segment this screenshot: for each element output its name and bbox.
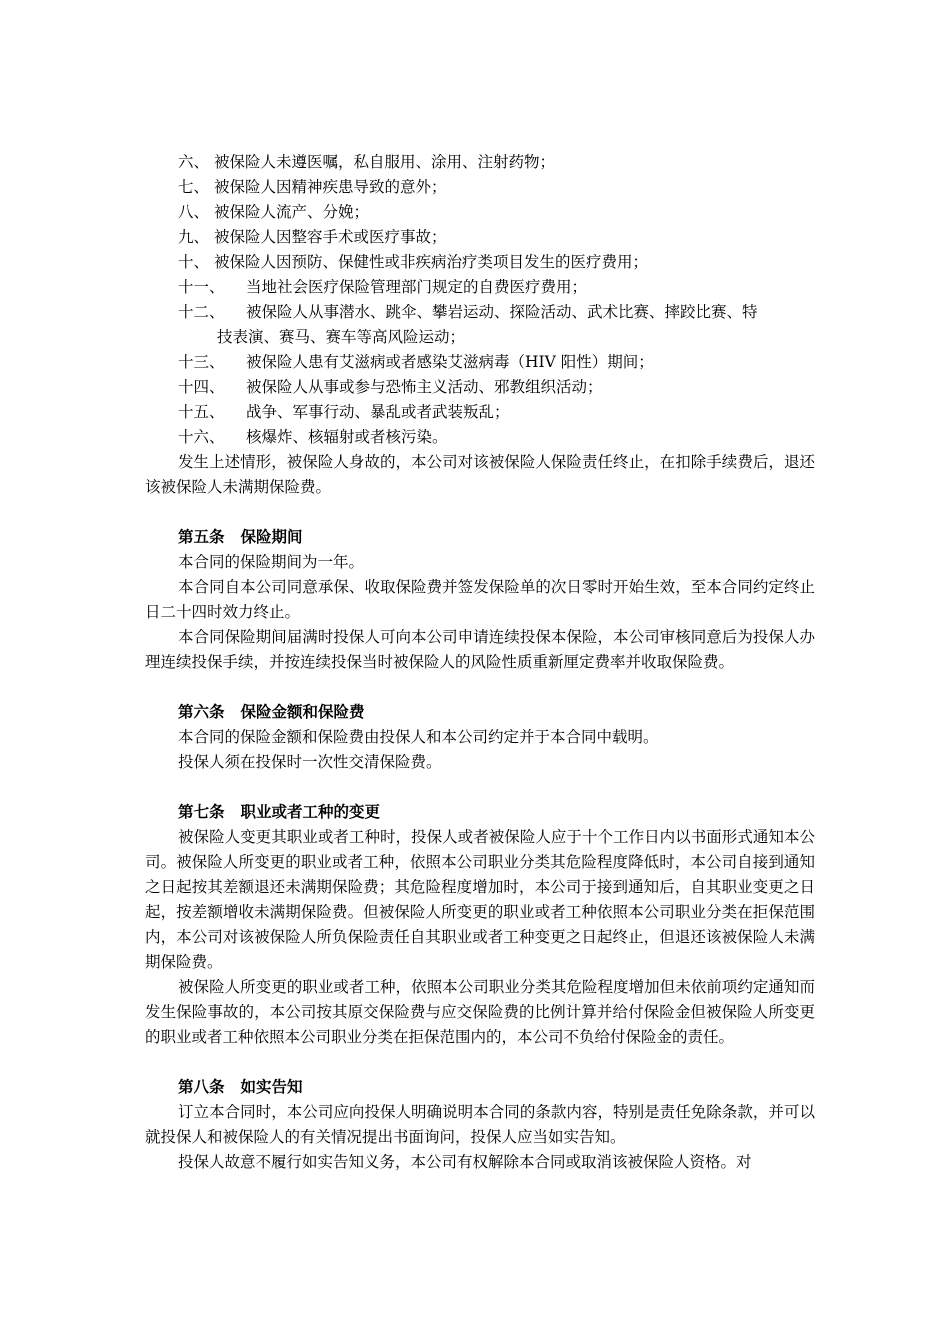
- exclusion-number: 十四、: [178, 378, 225, 396]
- exclusion-number: 七、: [178, 178, 210, 196]
- exclusion-number: 十五、: [178, 403, 225, 421]
- exclusion-number: 十六、: [178, 428, 225, 446]
- exclusion-item: [145, 150, 815, 175]
- article-title: 保险期间: [240, 528, 303, 546]
- exclusion-item: [145, 200, 815, 225]
- article-heading-5: [145, 525, 815, 550]
- article-title: 如实告知: [240, 1078, 303, 1096]
- article-title: 保险金额和保险费: [240, 703, 365, 721]
- article-number: 第五条: [178, 528, 225, 546]
- article-number: 第七条: [178, 803, 225, 821]
- article-heading-7: [145, 800, 815, 825]
- exclusion-text: 当地社会医疗保险管理部门规定的自费医疗费用；: [246, 278, 588, 296]
- exclusion-note: 发生上述情形，被保险人身故的，本公司对该被保险人保险责任终止，在扣除手续费后，退还该被保险人未满期保险费。: [145, 453, 815, 496]
- exclusion-number: 十、: [178, 253, 210, 271]
- exclusion-number: 十三、: [178, 353, 225, 371]
- exclusion-item: [145, 375, 815, 400]
- exclusion-number: 十二、: [178, 303, 225, 321]
- article-paragraph: 本合同的保险金额和保险费由投保人和本公司约定并于本合同中载明。: [178, 728, 659, 746]
- article-paragraph: 投保人须在投保时一次性交清保险费。: [178, 753, 442, 771]
- article-paragraph: 本合同自本公司同意承保、收取保险费并签发保险单的次日零时开始生效，至本合同约定终止日二十四时效力终止。: [145, 578, 815, 621]
- exclusion-text: 战争、军事行动、暴乱或者武装叛乱；: [246, 403, 510, 421]
- exclusion-text: 核爆炸、核辐射或者核污染。: [246, 428, 448, 446]
- article-heading-6: [145, 700, 815, 725]
- article-paragraph: 投保人故意不履行如实告知义务，本公司有权解除本合同或取消该被保险人资格。对: [178, 1153, 752, 1171]
- article-paragraph: 订立本合同时，本公司应向投保人明确说明本合同的条款内容，特别是责任免除条款，并可以就投保人和被保险人的有关情况提出书面询问，投保人应当如实告知。: [145, 1103, 815, 1146]
- exclusion-item: [145, 400, 815, 425]
- exclusion-number: 十一、: [178, 278, 225, 296]
- exclusion-text: 被保险人未遵医嘱，私自服用、涂用、注射药物；: [214, 153, 556, 171]
- exclusion-item: [145, 250, 815, 275]
- exclusion-item: [145, 275, 815, 300]
- exclusion-text: 被保险人流产、分娩；: [214, 203, 370, 221]
- article-heading-8: [145, 1075, 815, 1100]
- exclusion-text: 被保险人因整容手术或医疗事故；: [214, 228, 447, 246]
- document-page: [145, 150, 815, 1175]
- article-paragraph: 被保险人所变更的职业或者工种，依照本公司职业分类其危险程度增加但未依前项约定通知而发生保险事故的，本公司按其原交保险费与应交保险费的比例计算并给付保险金但被保险人所变更的职业或者工种依照本公司职业分类在拒保范围内的，本公司不负给付保险金的责任。: [145, 978, 815, 1046]
- exclusion-text: 被保险人因预防、保健性或非疾病治疗类项目发生的医疗费用；: [214, 253, 649, 271]
- exclusion-text-continuation: 技表演、赛马、赛车等高风险运动；: [217, 328, 466, 346]
- article-title: 职业或者工种的变更: [240, 803, 381, 821]
- exclusion-number: 九、: [178, 228, 210, 246]
- article-paragraph: 本合同保险期间届满时投保人可向本公司申请连续投保本保险，本公司审核同意后为投保人办理连续投保手续，并按连续投保当时被保险人的风险性质重新厘定费率并收取保险费。: [145, 628, 815, 671]
- exclusion-item: [145, 225, 815, 250]
- article-number: 第八条: [178, 1078, 225, 1096]
- exclusion-text: 被保险人因精神疾患导致的意外；: [214, 178, 447, 196]
- exclusion-item: [145, 425, 815, 450]
- article-number: 第六条: [178, 703, 225, 721]
- exclusion-item: [145, 350, 815, 375]
- exclusion-number: 八、: [178, 203, 210, 221]
- article-paragraph: 被保险人变更其职业或者工种时，投保人或者被保险人应于十个工作日内以书面形式通知本公司。被保险人所变更的职业或者工种，依照本公司职业分类其危险程度降低时，本公司自接到通知之日起按其差额退还未满期保险费；其危险程度增加时，本公司于接到通知后，自其职业变更之日起，按差额增收未满期保险费。但被保险人所变更的职业或者工种依照本公司职业分类在拒保范围内，本公司对该被保险人所负保险责任自其职业或者工种变更之日起终止，但退还该被保险人未满期保险费。: [145, 828, 815, 971]
- exclusion-text: 被保险人患有艾滋病或者感染艾滋病毒（HIV 阳性）期间；: [246, 353, 654, 371]
- exclusion-item: [145, 175, 815, 200]
- exclusion-item: [145, 300, 815, 325]
- exclusion-number: 六、: [178, 153, 210, 171]
- article-paragraph: 本合同的保险期间为一年。: [178, 553, 365, 571]
- exclusion-text: 被保险人从事潜水、跳伞、攀岩运动、探险活动、武术比赛、摔跤比赛、特: [246, 303, 758, 321]
- exclusion-text: 被保险人从事或参与恐怖主义活动、邪教组织活动；: [246, 378, 603, 396]
